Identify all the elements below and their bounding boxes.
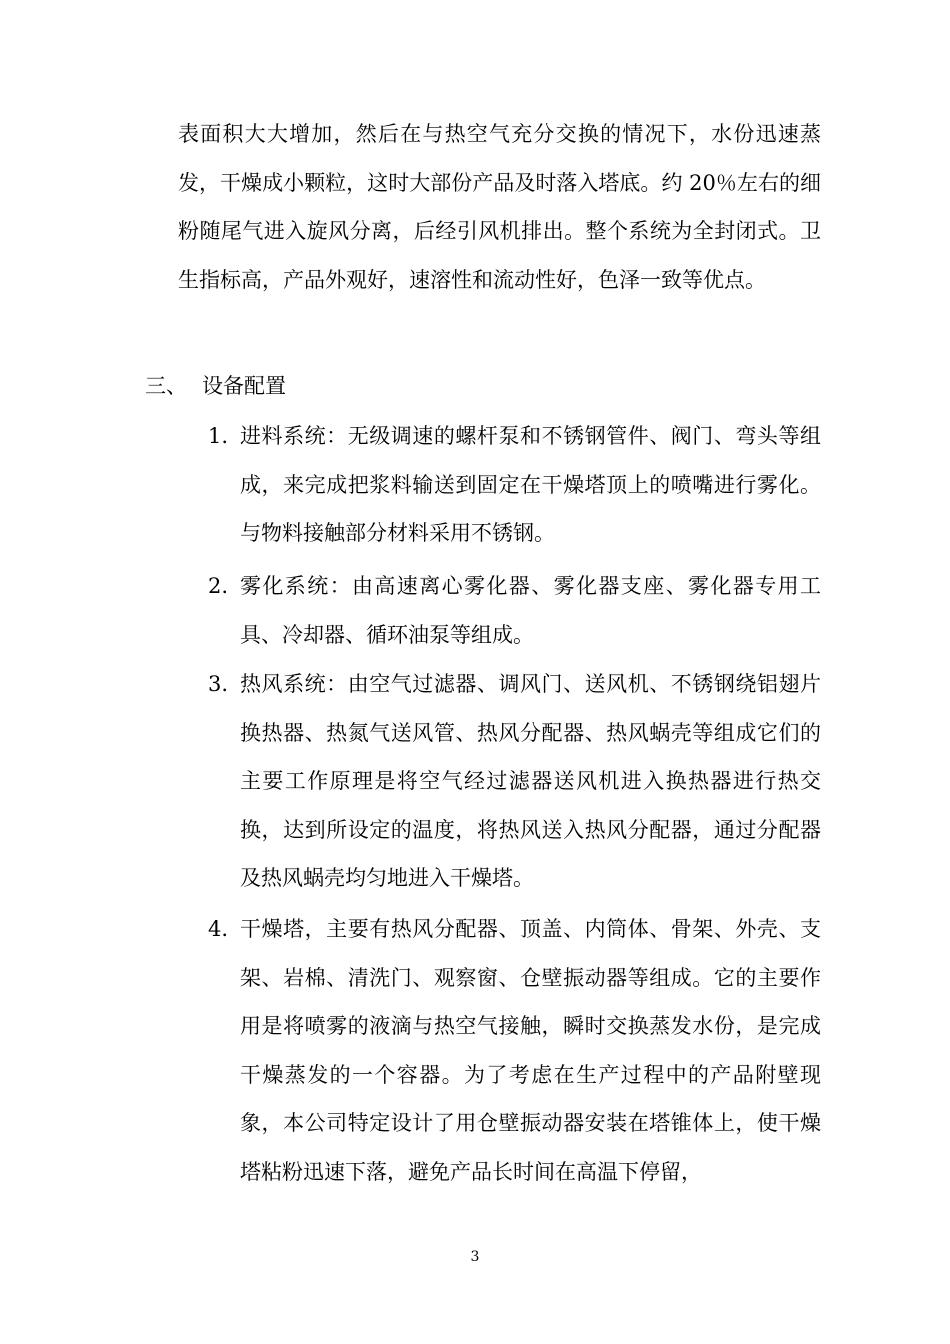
page-number: 3	[470, 1249, 480, 1265]
list-item-atomization-system	[208, 562, 821, 659]
list-item-marker: 4.	[208, 917, 229, 941]
list-item-marker: 2.	[208, 574, 229, 598]
section-heading	[145, 362, 286, 411]
list-item-marker: 1.	[208, 424, 229, 448]
list-item-text: 热风系统：由空气过滤器、调风门、送风机、不锈钢绕铝翅片换热器、热氮气送风管、热风分配器、热风蜗壳等组成它们的主要工作原理是将空气经过滤器送风机进入换热器进行热交换，达到所设定的温度，将热风送入热风分配器，通过分配器及热风蜗壳均匀地进入干燥塔。	[240, 672, 821, 890]
section-title: 设备配置	[202, 374, 286, 398]
list-item-drying-tower	[208, 905, 821, 1196]
section-number: 三、	[145, 374, 187, 398]
list-item-feed-system	[208, 412, 821, 558]
intro-paragraph: 表面积大大增加，然后在与热空气充分交换的情况下，水份迅速蒸发，干燥成小颗粒，这时大部份产品及时落入塔底。约 20％左右的细粉随尾气进入旋风分离，后经引风机排出。整个系统为全封闭式。卫生指标高，产品外观好，速溶性和流动性好，色泽一致等优点。	[178, 122, 821, 292]
list-item-text: 干燥塔，主要有热风分配器、顶盖、内筒体、骨架、外壳、支架、岩棉、清洗门、观察窗、仓壁振动器等组成。它的主要作用是将喷雾的液滴与热空气接触，瞬时交换蒸发水份，是完成干燥蒸发的一个容器。为了考虑在生产过程中的产品附壁现象，本公司特定设计了用仓壁振动器安装在塔锥体上，使干燥塔粘粉迅速下落，避免产品长时间在高温下停留，	[240, 917, 821, 1184]
list-item-text: 进料系统：无级调速的螺杆泵和不锈钢管件、阀门、弯头等组成，来完成把浆料输送到固定在干燥塔顶上的喷嘴进行雾化。与物料接触部分材料采用不锈钢。	[240, 424, 821, 545]
list-item-text: 雾化系统：由高速离心雾化器、雾化器支座、雾化器专用工具、冷却器、循环油泵等组成。	[240, 574, 821, 647]
list-item-marker: 3.	[208, 672, 229, 696]
list-item-hot-air-system	[208, 660, 821, 903]
